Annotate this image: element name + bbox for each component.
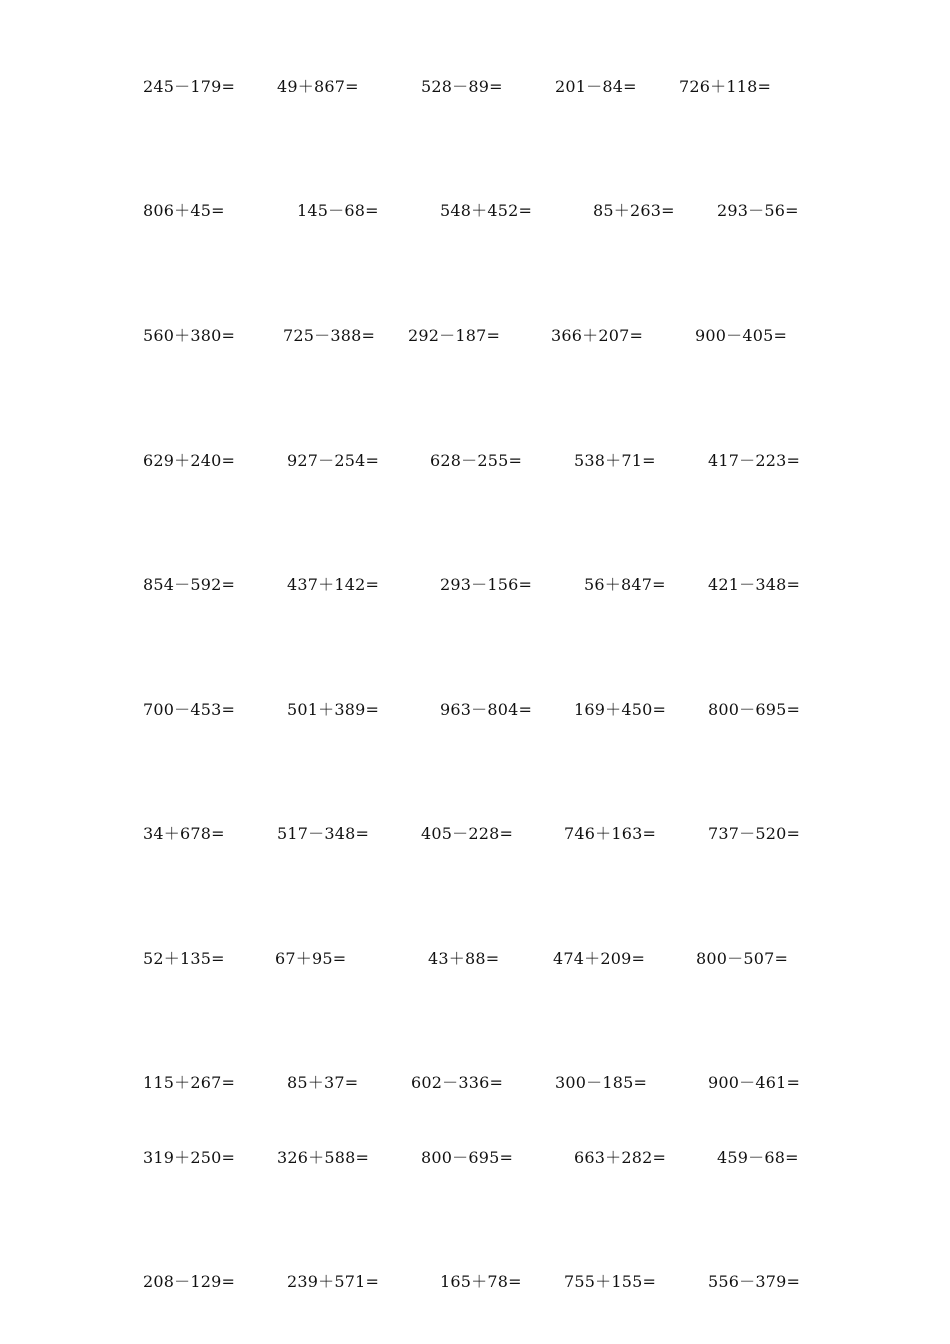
problem-item: 245－179= — [143, 77, 236, 96]
problem-item: 201－84= — [555, 77, 637, 96]
problem-item: 806＋45= — [143, 201, 225, 220]
problem-row — [0, 324, 950, 348]
problem-item: 417－223= — [708, 451, 801, 470]
problem-item: 800－507= — [696, 949, 789, 968]
problem-item: 927－254= — [287, 451, 380, 470]
problem-item: 663＋282= — [574, 1148, 667, 1167]
problem-item: 963－804= — [440, 700, 533, 719]
problem-item: 239＋571= — [287, 1272, 380, 1291]
problem-item: 725－388= — [283, 326, 376, 345]
problem-item: 85＋37= — [287, 1073, 359, 1092]
problem-item: 800－695= — [421, 1148, 514, 1167]
problem-item: 528－89= — [421, 77, 503, 96]
problem-item: 43＋88= — [428, 949, 500, 968]
problem-item: 293－156= — [440, 575, 533, 594]
problem-item: 34＋678= — [143, 824, 225, 843]
problem-item: 737－520= — [708, 824, 801, 843]
problem-row — [0, 947, 950, 971]
problem-item: 517－348= — [277, 824, 370, 843]
problem-item: 602－336= — [411, 1073, 504, 1092]
problem-item: 800－695= — [708, 700, 801, 719]
problem-row — [0, 199, 950, 223]
problem-item: 560＋380= — [143, 326, 236, 345]
problem-item: 319＋250= — [143, 1148, 236, 1167]
problem-item: 900－461= — [708, 1073, 801, 1092]
problem-item: 538＋71= — [574, 451, 656, 470]
problem-item: 501＋389= — [287, 700, 380, 719]
problem-row — [0, 75, 950, 99]
problem-item: 326＋588= — [277, 1148, 370, 1167]
problem-item: 67＋95= — [275, 949, 347, 968]
problem-item: 548＋452= — [440, 201, 533, 220]
problem-item: 437＋142= — [287, 575, 380, 594]
problem-item: 474＋209= — [553, 949, 646, 968]
problem-item: 169＋450= — [574, 700, 667, 719]
problem-row — [0, 449, 950, 473]
problem-item: 726＋118= — [679, 77, 772, 96]
problem-item: 292－187= — [408, 326, 501, 345]
problem-item: 628－255= — [430, 451, 523, 470]
problem-item: 300－185= — [555, 1073, 648, 1092]
problem-item: 755＋155= — [564, 1272, 657, 1291]
problem-item: 854－592= — [143, 575, 236, 594]
problem-item: 746＋163= — [564, 824, 657, 843]
problem-item: 421－348= — [708, 575, 801, 594]
problem-item: 366＋207= — [551, 326, 644, 345]
problem-row — [0, 1146, 950, 1170]
problem-item: 700－453= — [143, 700, 236, 719]
problem-row — [0, 1270, 950, 1294]
problem-item: 56＋847= — [584, 575, 666, 594]
problem-item: 165＋78= — [440, 1272, 522, 1291]
problem-item: 556－379= — [708, 1272, 801, 1291]
problem-row — [0, 698, 950, 722]
problem-item: 629＋240= — [143, 451, 236, 470]
problem-row — [0, 1071, 950, 1095]
problem-item: 208－129= — [143, 1272, 236, 1291]
problem-item: 49＋867= — [277, 77, 359, 96]
problem-item: 85＋263= — [593, 201, 675, 220]
problem-row — [0, 822, 950, 846]
problem-item: 115＋267= — [143, 1073, 236, 1092]
problem-item: 459－68= — [717, 1148, 799, 1167]
problem-row — [0, 573, 950, 597]
problem-item: 293－56= — [717, 201, 799, 220]
problem-item: 145－68= — [297, 201, 379, 220]
problem-item: 405－228= — [421, 824, 514, 843]
problem-item: 900－405= — [695, 326, 788, 345]
problem-item: 52＋135= — [143, 949, 225, 968]
